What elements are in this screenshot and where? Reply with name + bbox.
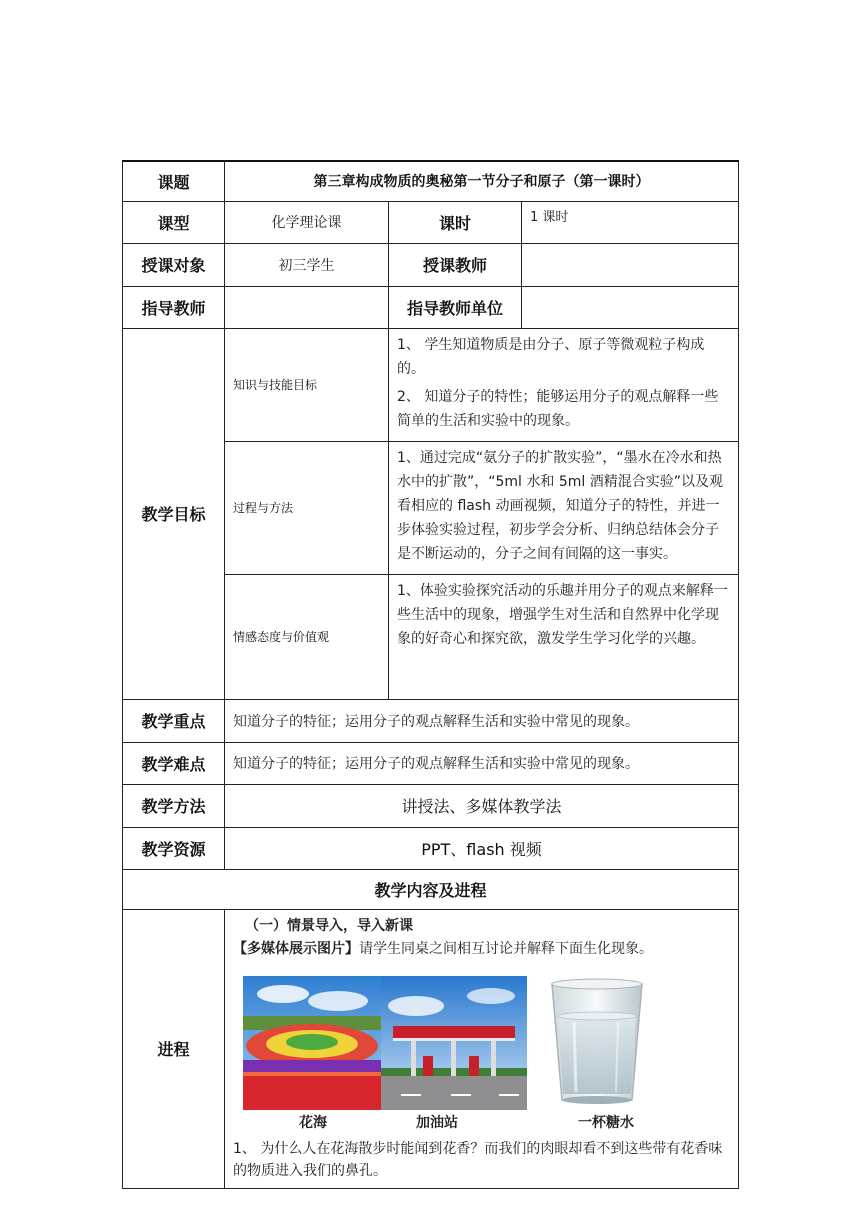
display-text: 请学生同桌之间相互讨论并解释下面生化现象。	[359, 940, 653, 957]
resources-label: 教学资源	[123, 827, 225, 869]
topic-value: 第三章构成物质的奥秘第一节分子和原子（第一课时）	[225, 161, 739, 201]
type-value: 化学理论课	[225, 201, 389, 243]
process-content	[225, 909, 739, 1188]
teacher-label: 授课教师	[389, 243, 522, 286]
difficulties-label: 教学难点	[123, 742, 225, 784]
audience-value: 初三学生	[225, 243, 389, 286]
goal-attitude-line-1: 1、体验实验探究活动的乐趣并用分子的观点来解释一些生活中的现象，增强学生对生活和自然界中化学现象的好奇心和探究欲，激发学生学习化学的兴趣。	[397, 582, 728, 647]
question-1: 1、 为什么人在花海散步时能闻到花香？而我们的肉眼却看不到这些带有花香味的物质进入我们的鼻孔。	[233, 1140, 723, 1179]
gas-station-image	[381, 976, 527, 1110]
section-heading: 教学内容及进程	[123, 869, 739, 909]
process-subheading: （一）情景导入，导入新课	[245, 917, 413, 934]
goal-attitude-text	[389, 574, 739, 699]
hours-label: 课时	[389, 201, 522, 243]
audience-label: 授课对象	[123, 243, 225, 286]
goal-knowledge-label: 知识与技能目标	[225, 328, 389, 441]
goal-knowledge-line-1: 1、 学生知道物质是由分子、原子等微观粒子构成的。	[397, 336, 705, 377]
display-tag: 【多媒体展示图片】	[233, 940, 359, 957]
goal-process-text	[389, 441, 739, 574]
goal-knowledge-line-2: 2、 知道分子的特性；能够运用分子的观点解释一些简单的生活和实验中的现象。	[397, 388, 719, 429]
goals-label: 教学目标	[123, 328, 225, 699]
teacher-value	[522, 243, 739, 286]
flower-sea-image	[243, 976, 381, 1110]
illustration-row	[233, 966, 732, 1136]
type-label: 课型	[123, 201, 225, 243]
mentor-label: 指导教师	[123, 286, 225, 328]
mentor-unit-label: 指导教师单位	[389, 286, 522, 328]
resources-value: PPT、flash 视频	[225, 827, 739, 869]
sugar-water-glass-image	[538, 976, 656, 1110]
lesson-plan	[122, 160, 738, 1189]
methods-value: 讲授法、多媒体教学法	[225, 784, 739, 827]
goal-process-label: 过程与方法	[225, 441, 389, 574]
goal-knowledge-text	[389, 328, 739, 441]
caption-sugar-water: 一杯糖水	[578, 1114, 634, 1131]
goal-attitude-label: 情感态度与价值观	[225, 574, 389, 699]
process-label: 进程	[123, 909, 225, 1188]
caption-gas-station: 加油站	[416, 1114, 458, 1131]
methods-label: 教学方法	[123, 784, 225, 827]
goal-process-line-1: 1、通过完成“氨分子的扩散实验”，“墨水在冷水和热水中的扩散”，“5ml 水和 5ml 酒精混合实验”以及观看相应的 flash 动画视频，知道分子的特性，并进一步体验实验过程，初步学会分析、归纳总结体会分子是不断运动的，分子之间有间隔的这一事实。	[397, 449, 723, 562]
key-points-label: 教学重点	[123, 699, 225, 742]
mentor-value	[225, 286, 389, 328]
difficulties-value: 知道分子的特征；运用分子的观点解释生活和实验中常见的现象。	[225, 742, 739, 784]
hours-value: 1 课时	[522, 201, 739, 243]
process-display-line	[233, 938, 732, 960]
caption-flower-sea: 花海	[299, 1114, 327, 1131]
topic-label: 课题	[123, 161, 225, 201]
lesson-plan-table	[122, 160, 739, 1189]
key-points-value: 知道分子的特征；运用分子的观点解释生活和实验中常见的现象。	[225, 699, 739, 742]
mentor-unit-value	[522, 286, 739, 328]
